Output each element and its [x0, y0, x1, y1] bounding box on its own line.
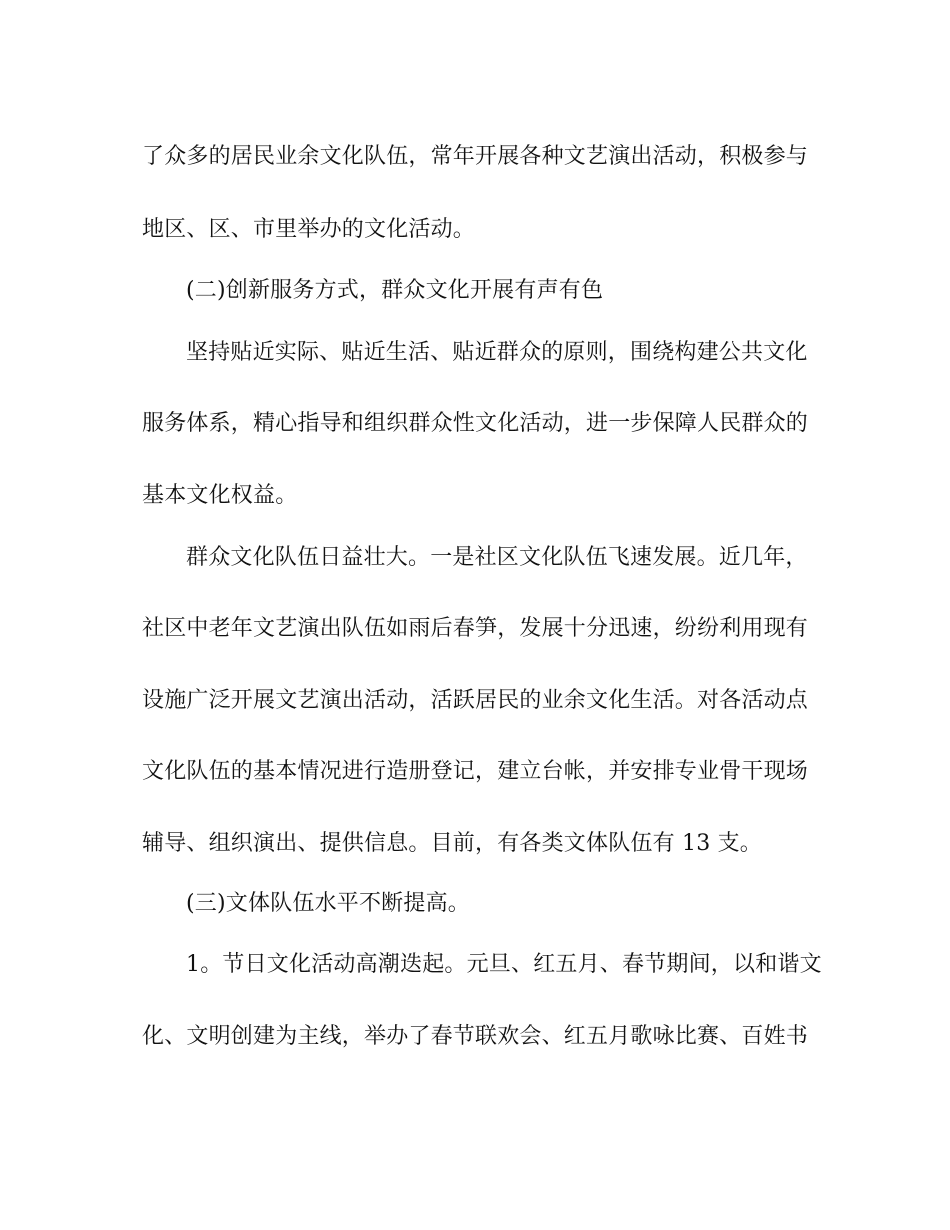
- paragraph-line: 文化队伍的基本情况进行造册登记，建立台帐，并安排专业骨干现场: [142, 759, 809, 784]
- paragraph-line: 服务体系，精心指导和组织群众性文化活动，进一步保障人民群众的: [142, 411, 809, 436]
- paragraph-line: 群众文化队伍日益壮大。一是社区文化队伍飞速发展。近几年，: [186, 545, 808, 570]
- section-heading: (二)创新服务方式，群众文化开展有声有色: [186, 278, 604, 303]
- section-heading: (三)文体队伍水平不断提高。: [186, 891, 470, 916]
- paragraph-line: 了众多的居民业余文化队伍，常年开展各种文艺演出活动，积极参与: [142, 144, 809, 169]
- paragraph-line: 坚持贴近实际、贴近生活、贴近群众的原则，围绕构建公共文化: [186, 340, 808, 365]
- paragraph-line: 辅导、组织演出、提供信息。目前，有各类文体队伍有 13 支。: [142, 831, 762, 856]
- paragraph-line: 地区、区、市里举办的文化活动。: [142, 217, 476, 242]
- paragraph-line: 社区中老年文艺演出队伍如雨后春笋，发展十分迅速，纷纷利用现有: [142, 616, 809, 641]
- paragraph-line: 基本文化权益。: [142, 483, 298, 508]
- paragraph-line: 1。节日文化活动高潮迭起。元旦、红五月、春节期间，以和谐文: [186, 952, 822, 977]
- paragraph-line: 设施广泛开展文艺演出活动，活跃居民的业余文化生活。对各活动点: [142, 688, 809, 713]
- paragraph-line: 化、文明创建为主线，举办了春节联欢会、红五月歌咏比赛、百姓书: [142, 1024, 809, 1049]
